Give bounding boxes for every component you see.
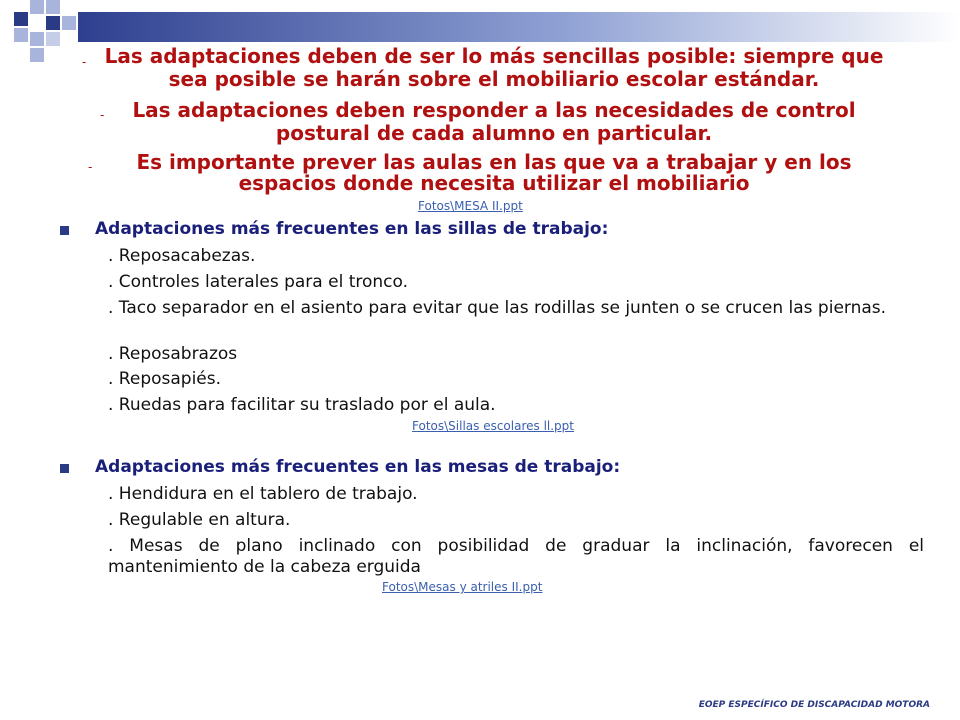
square-bullet	[60, 464, 69, 473]
list-item: . Taco separador en el asiento para evitar que las rodillas se junten o se crucen las piernas.	[108, 298, 887, 318]
intro-point-2-line-2: postural de cada alumno en particular.	[275, 121, 713, 145]
decor-square-light-6	[30, 48, 44, 62]
list-item: . Regulable en altura.	[108, 510, 291, 530]
intro-point-3-line-1: Es importante prever las aulas en las que va a trabajar y en los	[136, 150, 852, 174]
decor-square-dark-3	[46, 16, 60, 30]
decor-square-dark-1	[0, 0, 14, 14]
link-mesa-ppt[interactable]: Fotos\MESA II.ppt	[418, 199, 523, 213]
list-item: . Hendidura en el tablero de trabajo.	[108, 484, 418, 504]
dash-bullet: -	[82, 55, 87, 69]
intro-point-3-line-2: espacios donde necesita utilizar el mobiliario	[238, 171, 750, 195]
list-item: . Reposacabezas.	[108, 246, 256, 266]
decor-square-light-4	[62, 16, 76, 30]
dash-bullet: -	[100, 108, 105, 122]
decor-square-dark-2	[14, 12, 28, 26]
list-item: . Ruedas para facilitar su traslado por el aula.	[108, 395, 496, 415]
list-item: . Mesas de plano inclinado con posibilidad de graduar la inclinación, favorecen el mantenimiento de la cabeza erguida	[108, 536, 924, 577]
decor-square-light-3	[14, 28, 28, 42]
decor-square-light-7	[46, 32, 60, 46]
intro-point-1-line-1: Las adaptaciones deben de ser lo más sencillas posible: siempre que	[104, 44, 884, 68]
decor-square-light-1	[30, 0, 44, 14]
list-item: . Reposabrazos	[108, 344, 238, 364]
decor-square-light-2	[46, 0, 60, 14]
intro-point-2-line-1: Las adaptaciones deben responder a las necesidades de control	[132, 98, 856, 122]
dash-bullet: -	[88, 160, 93, 174]
footer-label: EOEP ESPECÍFICO DE DISCAPACIDAD MOTORA	[698, 700, 930, 710]
mesas-heading: Adaptaciones más frecuentes en las mesas de trabajo:	[95, 457, 621, 477]
decor-square-light-5	[30, 32, 44, 46]
list-item: . Controles laterales para el tronco.	[108, 272, 409, 292]
link-mesas-atriles-ppt[interactable]: Fotos\Mesas y atriles II.ppt	[382, 580, 543, 594]
link-sillas-ppt[interactable]: Fotos\Sillas escolares ll.ppt	[412, 419, 574, 433]
header-gradient-bar	[78, 12, 960, 42]
list-item: . Reposapiés.	[108, 369, 222, 389]
intro-point-1-line-2: sea posible se harán sobre el mobiliario escolar estándar.	[168, 67, 820, 91]
square-bullet	[60, 226, 69, 235]
sillas-heading: Adaptaciones más frecuentes en las sillas de trabajo:	[95, 219, 609, 239]
